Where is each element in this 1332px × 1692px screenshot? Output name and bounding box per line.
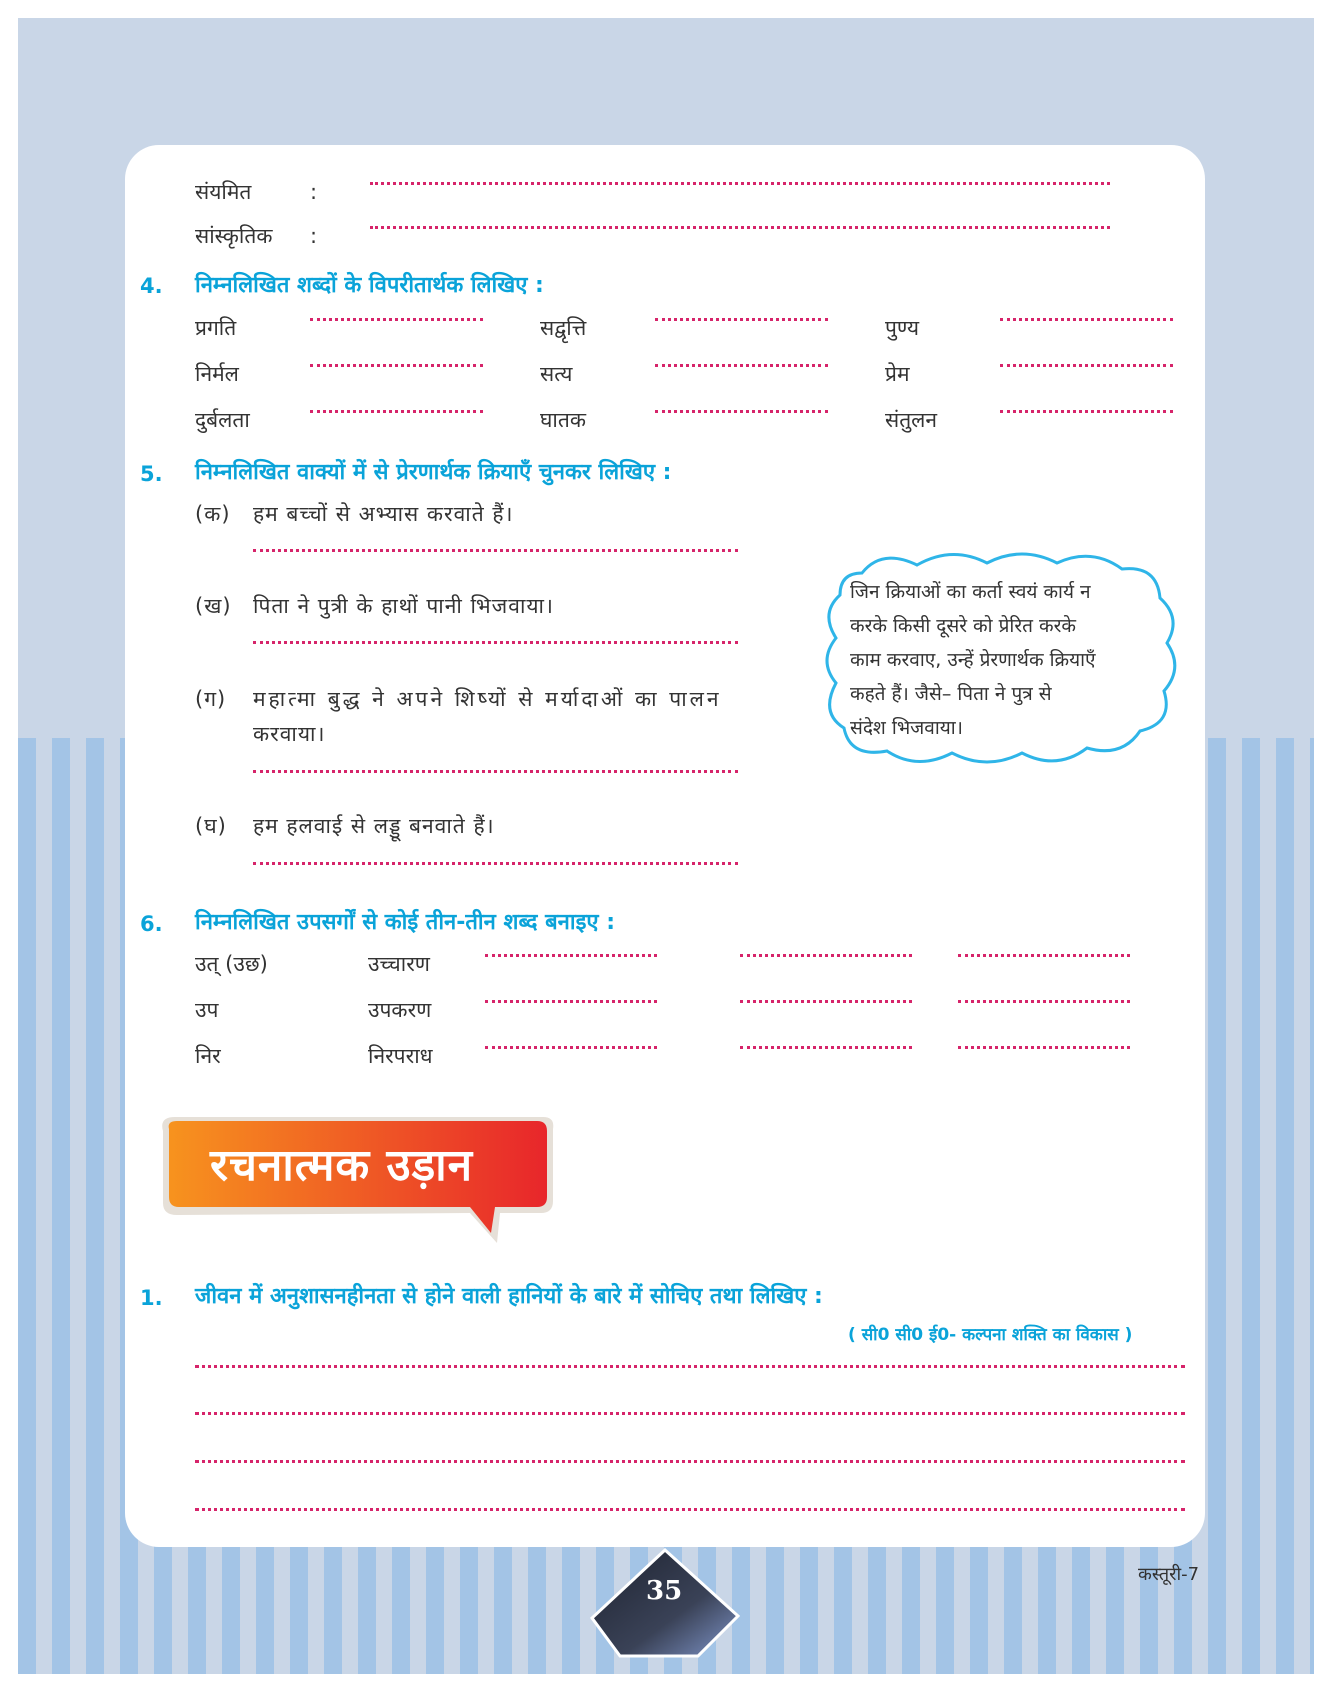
answer-line[interactable] <box>655 364 828 367</box>
answer-line[interactable] <box>740 1046 912 1049</box>
item-sentence: पिता ने पुत्री के हाथों पानी भिजवाया। <box>253 594 554 618</box>
answer-line[interactable] <box>253 641 738 644</box>
answer-line[interactable] <box>1000 318 1173 321</box>
prefix: निर <box>195 1044 221 1068</box>
answer-line[interactable] <box>1000 410 1173 413</box>
answer-line[interactable] <box>655 410 828 413</box>
answer-line[interactable] <box>253 862 738 865</box>
answer-line[interactable] <box>958 954 1130 957</box>
colon: : <box>310 180 318 204</box>
prefix: उत् (उछ) <box>195 952 268 976</box>
note-line: करके किसी दूसरे को प्रेरित करके <box>850 615 1076 637</box>
item-label: (ग) <box>195 687 227 711</box>
word-sanyamit: संयमित <box>195 180 252 204</box>
answer-line[interactable] <box>310 364 483 367</box>
word: प्रेम <box>885 362 910 386</box>
page-number: 35 <box>646 1576 683 1606</box>
writing-line[interactable] <box>195 1508 1185 1511</box>
answer-line[interactable] <box>485 954 657 957</box>
skill-note: ( सी0 सी0 ई0- कल्पना शक्ति का विकास ) <box>848 1325 1133 1345</box>
question-title: निम्नलिखित उपसर्गों से कोई तीन-तीन शब्द बनाइए : <box>195 910 616 935</box>
word: दुर्बलता <box>195 408 250 432</box>
item-sentence: हम बच्चों से अभ्यास करवाते हैं। <box>253 502 514 526</box>
word: सत्य <box>540 362 573 386</box>
question-number: 5. <box>140 462 163 486</box>
answer-line[interactable] <box>253 770 738 773</box>
example-word: उपकरण <box>368 998 432 1022</box>
colon: : <box>310 224 318 248</box>
item-sentence: महात्मा बुद्ध ने अपने शिष्यों से मर्यादाओं का पालन <box>253 687 722 711</box>
example-word: निरपराध <box>368 1044 433 1068</box>
writing-line[interactable] <box>195 1365 1185 1368</box>
note-line: संदेश भिजवाया। <box>850 717 963 739</box>
word: संतुलन <box>885 408 938 432</box>
question-title: निम्नलिखित शब्दों के विपरीतार्थक लिखिए : <box>195 273 544 298</box>
answer-line[interactable] <box>958 1046 1130 1049</box>
note-line: कहते हैं। जैसे– पिता ने पुत्र से <box>850 683 1052 705</box>
question-number: 6. <box>140 912 163 936</box>
note-line: काम करवाए, उन्हें प्रेरणार्थक क्रियाएँ <box>850 649 1096 671</box>
question-title: जीवन में अनुशासनहीनता से होने वाली हानियों के बारे में सोचिए तथा लिखिए : <box>195 1284 823 1309</box>
note-line: जिन क्रियाओं का कर्ता स्वयं कार्य न <box>850 581 1091 603</box>
prefix: उप <box>195 998 219 1022</box>
answer-line[interactable] <box>655 318 828 321</box>
item-sentence-cont: करवाया। <box>253 722 326 746</box>
book-title: कस्तूरी-7 <box>1138 1564 1200 1585</box>
item-sentence: हम हलवाई से लड्डू बनवाते हैं। <box>253 814 495 838</box>
word: घातक <box>540 408 586 432</box>
item-label: (क) <box>195 502 231 526</box>
answer-line[interactable] <box>485 1046 657 1049</box>
banner-title: रचनात्मक उड़ान <box>210 1140 474 1191</box>
answer-line[interactable] <box>310 410 483 413</box>
writing-line[interactable] <box>195 1460 1185 1463</box>
answer-line[interactable] <box>1000 364 1173 367</box>
item-label: (ख) <box>195 594 232 618</box>
word-sanskritik: सांस्कृतिक <box>195 224 273 248</box>
word: निर्मल <box>195 362 239 386</box>
question-number: 4. <box>140 274 163 298</box>
answer-line[interactable] <box>370 182 1110 185</box>
answer-line[interactable] <box>740 1000 912 1003</box>
word: पुण्य <box>885 316 920 340</box>
word: सद्वृत्ति <box>540 316 587 340</box>
word: प्रगति <box>195 316 237 340</box>
item-label: (घ) <box>195 814 227 838</box>
writing-line[interactable] <box>195 1412 1185 1415</box>
answer-line[interactable] <box>958 1000 1130 1003</box>
question-title: निम्नलिखित वाक्यों में से प्रेरणार्थक क्रियाएँ चुनकर लिखिए : <box>195 460 672 485</box>
question-number: 1. <box>140 1286 163 1310</box>
answer-line[interactable] <box>253 549 738 552</box>
answer-line[interactable] <box>485 1000 657 1003</box>
answer-line[interactable] <box>310 318 483 321</box>
answer-line[interactable] <box>370 226 1110 229</box>
answer-line[interactable] <box>740 954 912 957</box>
example-word: उच्चारण <box>368 952 430 976</box>
